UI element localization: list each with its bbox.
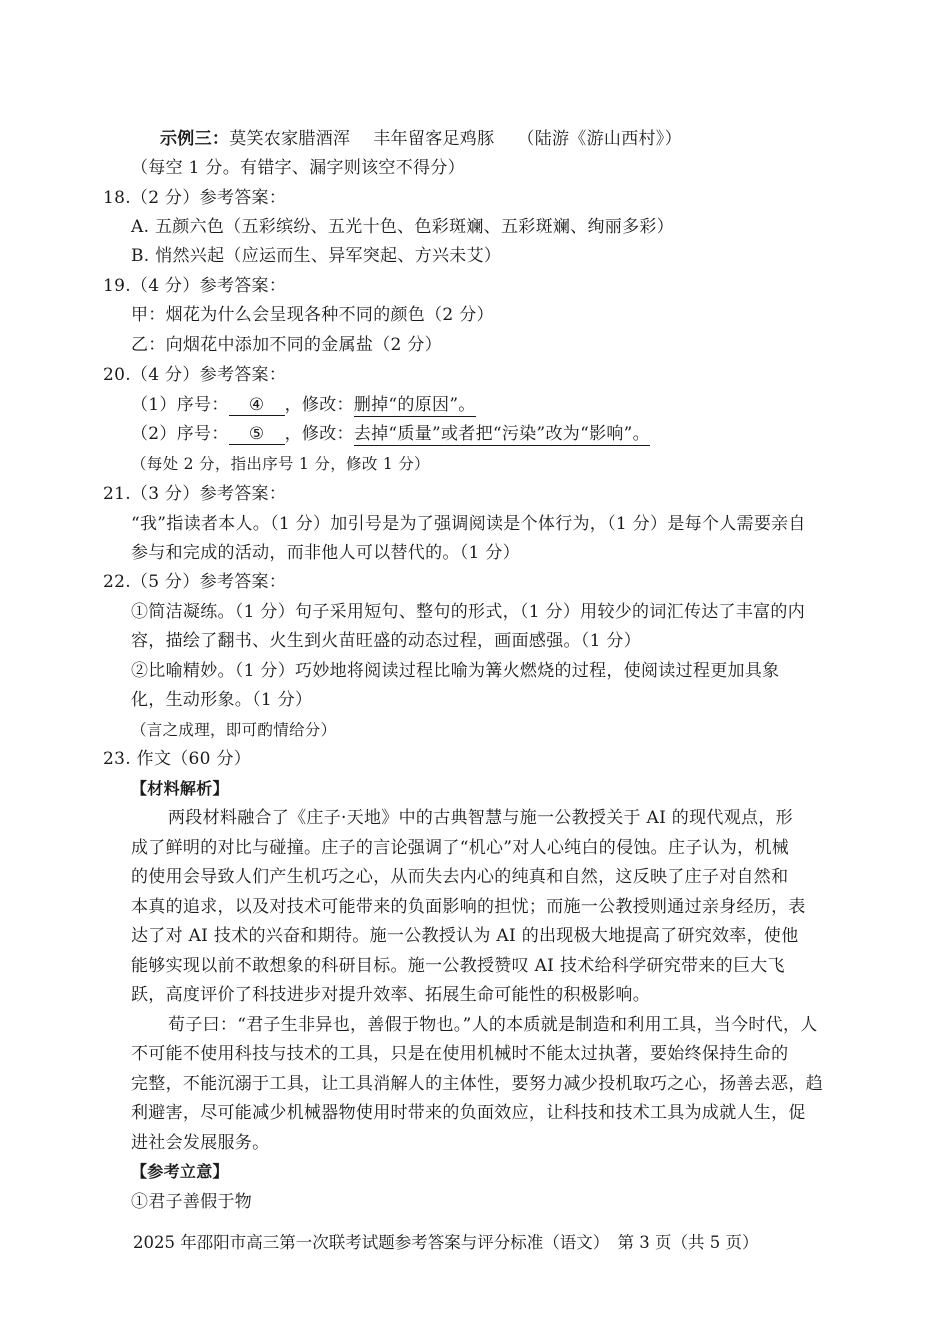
q18-heading xyxy=(103,187,286,209)
q20-row-2-prefix: （2）序号： xyxy=(131,424,229,444)
q20-row-1-mid: ，修改： xyxy=(284,395,354,415)
q20-note: （每处 2 分，指出序号 1 分，修改 1 分） xyxy=(131,455,430,473)
q22-note: （言之成理，即可酌情给分） xyxy=(131,721,337,739)
q19-answer-b: 乙：向烟花中添加不同的金属盐（2 分） xyxy=(131,335,442,355)
q21-heading: 21.（3 分）参考答案： xyxy=(103,484,287,504)
q22-para-line-3: ②比喻精妙。（1 分）巧妙地将阅读过程比喻为篝火燃烧的过程，使阅读过程更加具象 xyxy=(131,661,780,681)
q20-row-2-fix: 去掉“质量”或者把“污染”改为“影响”。 xyxy=(353,424,650,444)
q20-heading: 20.（4 分）参考答案： xyxy=(103,365,287,385)
analysis-para2-line-5: 进社会发展服务。 xyxy=(131,1133,270,1153)
analysis-para2-line-4: 利避害，尽可能减少机械器物使用时带来的负面效应，让科技和技术工具为成就人生，促 xyxy=(131,1103,806,1123)
analysis-para1-line-4: 本真的追求，以及对技术可能带来的负面影响的担忧；而施一公教授则通过亲身经历，表 xyxy=(131,897,806,917)
analysis-para1-line-6: 能够实现以前不敢想象的科研目标。施一公教授赞叹 AI 技术给科学研究带来的巨大飞 xyxy=(131,956,785,976)
q18-answer-b: B. 悄然兴起（应运而生、异军突起、方兴未艾） xyxy=(131,246,502,266)
q20-row-2-number: ⑤ xyxy=(229,424,285,445)
q22-heading: 22.（5 分）参考答案： xyxy=(103,572,287,592)
q20-row-1 xyxy=(131,394,476,416)
q21-para-line-1: “我”指读者本人。（1 分）加引号是为了强调阅读是个体行为，（1 分）是每个人需要亲自 xyxy=(131,514,806,534)
q20-row-2-mid: ，修改： xyxy=(284,424,354,444)
q20-row-2 xyxy=(131,423,650,445)
q22-para-line-4: 化，生动形象。（1 分） xyxy=(131,690,313,710)
q20-row-1-number: ④ xyxy=(229,395,285,416)
q23-heading: 23. 作文（60 分） xyxy=(103,749,252,769)
analysis-para1-line-1: 两段材料融合了《庄子·天地》中的古典智慧与施一公教授关于 AI 的现代观点，形 xyxy=(168,808,793,828)
analysis-para2-line-3: 完整，不能沉溺于工具，让工具消解人的主体性，要努力减少投机取巧之心，扬善去恶，趋 xyxy=(131,1074,823,1094)
reference-theme-heading: 【参考立意】 xyxy=(131,1162,229,1181)
q18-answer-a: A. 五颜六色（五彩缤纷、五光十色、色彩斑斓、五彩斑斓、绚丽多彩） xyxy=(131,217,674,237)
q22-para-line-1: ①简洁凝练。（1 分）句子采用短句、整句的形式，（1 分）用较少的词汇传达了丰富的内 xyxy=(131,602,806,622)
q19-heading: 19.（4 分）参考答案： xyxy=(103,276,287,296)
material-analysis-heading: 【材料解析】 xyxy=(131,779,229,798)
scoring-note: （每空 1 分。有错字、漏字则该空不得分） xyxy=(131,158,465,178)
q20-row-1-prefix: （1）序号： xyxy=(131,395,229,415)
example-three-line xyxy=(160,128,682,150)
analysis-para2-line-1: 荀子曰：“君子生非异也，善假于物也。”人的本质就是制造和利用工具，当今时代，人 xyxy=(168,1015,818,1035)
q22-para-line-2: 容，描绘了翻书、火生到火苗旺盛的动态过程，画面感强。（1 分） xyxy=(131,631,642,651)
analysis-para2-line-2: 不可能不使用科技与技术的工具，只是在使用机械时不能太过执著，要始终保持生命的 xyxy=(131,1044,789,1064)
q21-para-line-2: 参与和完成的活动，而非他人可以替代的。（1 分） xyxy=(131,543,520,563)
analysis-para1-line-7: 跃，高度评价了科技进步对提升效率、拓展生命可能性的积极影响。 xyxy=(131,985,650,1005)
page-footer: 2025 年邵阳市高三第一次联考试题参考答案与评分标准（语文） 第 3 页（共 5 页） xyxy=(133,1233,759,1252)
q18-heading-text: 18.（2 分）参考答案： xyxy=(103,188,287,208)
q20-row-1-fix: 删掉“的原因”。 xyxy=(353,395,476,415)
analysis-para1-line-2: 成了鲜明的对比与碰撞。庄子的言论强调了“机心”对人心纯白的侵蚀。庄子认为，机械 xyxy=(131,838,790,858)
analysis-para1-line-3: 的使用会导致人们产生机巧之心，从而失去内心的纯真和自然，这反映了庄子对自然和 xyxy=(131,867,789,887)
example-three-label: 示例三： xyxy=(160,129,230,149)
reference-theme-point-1: ①君子善假于物 xyxy=(131,1192,253,1212)
example-three-text: 莫笑农家腊酒浑 丰年留客足鸡豚 （陆游《游山西村》） xyxy=(229,129,682,149)
q19-answer-a: 甲：烟花为什么会呈现各种不同的颜色（2 分） xyxy=(131,305,494,325)
analysis-para1-line-5: 达了对 AI 技术的兴奋和期待。施一公教授认为 AI 的出现极大地提高了研究效率，使他 xyxy=(131,926,799,946)
